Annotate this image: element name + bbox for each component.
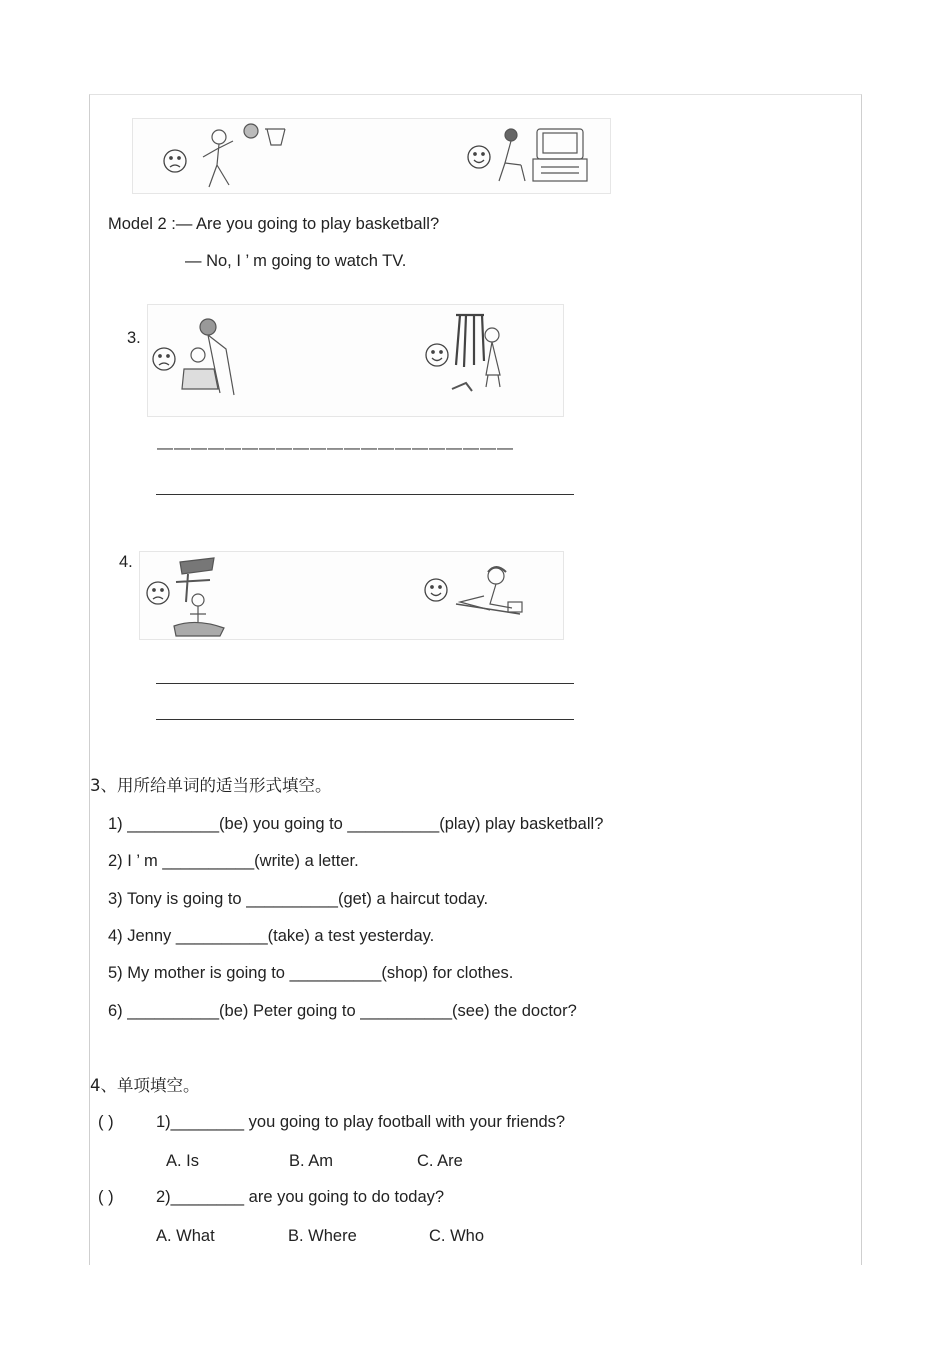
question-2-text: 2)________ are you going to do today?: [156, 1188, 445, 1206]
answer-parentheses[interactable]: ( ): [98, 1188, 114, 1206]
question-2-option-c[interactable]: C. Who: [429, 1227, 485, 1245]
happy-face-icon: [468, 146, 490, 168]
sad-face-icon: [147, 582, 169, 604]
question-2-option-b[interactable]: B. Where: [288, 1227, 357, 1245]
model2-question: Model 2 :— Are you going to play basketball?: [108, 215, 440, 233]
fill-blank-item-4: 4) Jenny __________(take) a test yesterday.: [108, 927, 435, 945]
question-1-option-a[interactable]: A. Is: [166, 1152, 200, 1170]
picture-4-number: 4.: [119, 553, 133, 571]
clothes-shopping-figure: [452, 315, 500, 391]
girl-writing-figure: [456, 567, 522, 614]
question-2-option-a[interactable]: A. What: [156, 1227, 215, 1245]
picture-3-number: 3.: [127, 329, 141, 347]
answer-parentheses[interactable]: ( ): [98, 1113, 114, 1131]
basketball-player-figure: [203, 124, 285, 187]
messy-room-figure: [174, 558, 224, 636]
happy-face-icon: [425, 579, 447, 601]
picture-basketball-tv: [132, 118, 611, 194]
question-1-option-c[interactable]: C. Are: [417, 1152, 463, 1170]
section-4-title: 4、单项填空。: [90, 1076, 200, 1095]
haircut-figure: [182, 319, 234, 395]
sad-face-icon: [153, 348, 175, 370]
picture-3: [147, 304, 564, 417]
question-1-option-b[interactable]: B. Am: [289, 1152, 334, 1170]
fill-blank-item-1: 1) __________(be) you going to __________(play) play basketball?: [108, 815, 604, 833]
question-1-text: 1)________ you going to play football with your friends?: [156, 1113, 566, 1131]
answer-line-dashed[interactable]: —————————————————————: [157, 440, 514, 457]
fill-blank-item-6: 6) __________(be) Peter going to __________(see) the doctor?: [108, 1002, 577, 1020]
fill-blank-item-3: 3) Tony is going to __________(get) a haircut today.: [108, 890, 489, 908]
person-watching-tv-figure: [499, 129, 587, 181]
happy-face-icon: [426, 344, 448, 366]
answer-line[interactable]: [156, 683, 574, 684]
picture-4: [139, 551, 564, 640]
answer-line[interactable]: [156, 719, 574, 720]
fill-blank-item-5: 5) My mother is going to __________(shop) for clothes.: [108, 964, 514, 982]
sad-face-icon: [164, 150, 186, 172]
section-3-title: 3、用所给单词的适当形式填空。: [90, 776, 332, 795]
answer-line[interactable]: [156, 494, 574, 495]
fill-blank-item-2: 2) I ’ m __________(write) a letter.: [108, 852, 359, 870]
model2-answer: — No, I ’ m going to watch TV.: [185, 252, 407, 270]
